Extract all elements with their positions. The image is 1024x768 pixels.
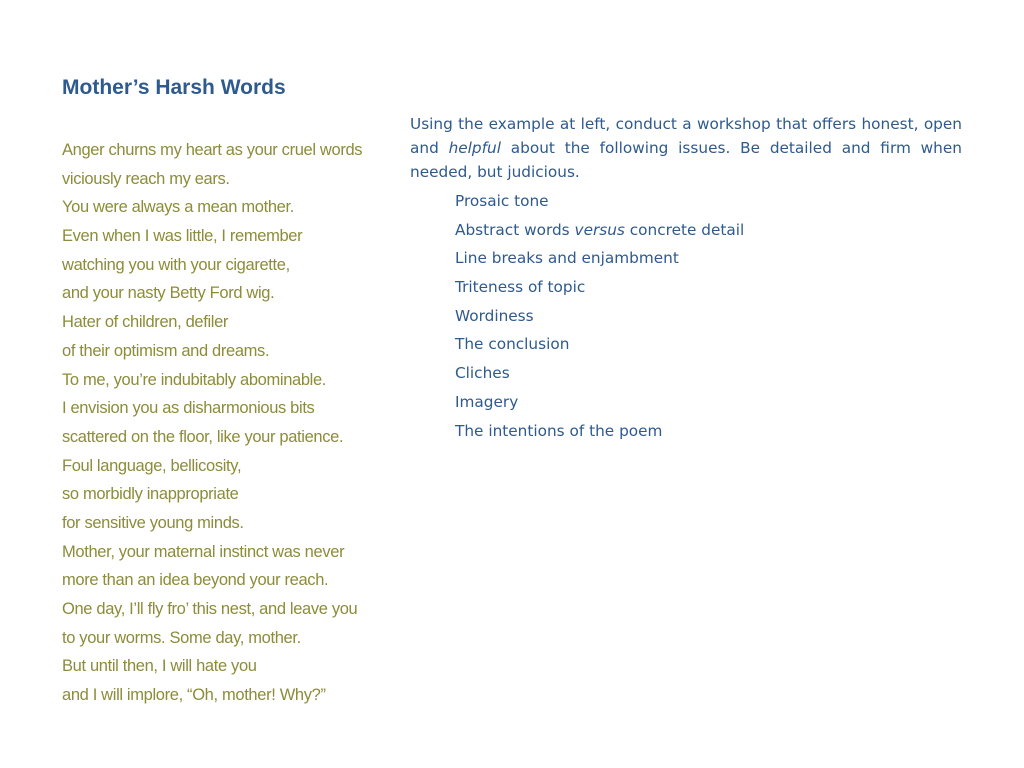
issue-text: Abstract words — [455, 220, 575, 239]
issue-item: Line breaks and enjambment — [455, 249, 679, 268]
issue-item: Wordiness — [455, 306, 534, 325]
issue-item: The conclusion — [455, 335, 570, 354]
poem-line: Hater of children, defiler — [62, 313, 229, 332]
issue-item: Cliches — [455, 364, 510, 383]
issue-emphasis: versus — [574, 220, 625, 239]
issue-item: The intentions of the poem — [455, 421, 663, 440]
issue-item: Imagery — [455, 392, 519, 411]
issue-text: concrete detail — [624, 220, 745, 239]
poem-line: watching you with your cigarette, — [62, 255, 290, 274]
poem-line: I envision you as disharmonious bits — [62, 399, 315, 418]
poem-line: for sensitive young minds. — [62, 513, 244, 532]
issue-list — [455, 187, 744, 445]
issue-item — [455, 216, 744, 245]
poem-line: of their optimism and dreams. — [62, 341, 270, 360]
instructions-emphasis: helpful — [448, 139, 501, 157]
poem-line: You were always a mean mother. — [62, 198, 294, 217]
poem-line: One day, I’ll fly fro’ this nest, and leave you — [62, 600, 358, 618]
poem-line: so morbidly inappropriate — [62, 485, 239, 504]
poem-line: and your nasty Betty Ford wig. — [62, 284, 275, 303]
poem-line: more than an idea beyond your reach. — [62, 571, 329, 590]
poem-line: and I will implore, “Oh, mother! Why?” — [62, 686, 326, 705]
instructions-text: about the following issues. Be detailed and firm when needed, but judicious. — [410, 139, 962, 181]
poem-line: Foul language, bellicosity, — [62, 456, 242, 475]
instructions-text: Using the example at left, conduct a workshop that offers honest, open and — [410, 115, 962, 157]
poem-title: Mother’s Harsh Words — [62, 76, 286, 99]
poem-line: Even when I was little, I remember — [62, 227, 303, 246]
poem-line: scattered on the floor, like your patience. — [62, 427, 344, 446]
issue-item: Triteness of topic — [455, 278, 586, 297]
poem-line: Mother, your maternal instinct was never — [62, 542, 345, 561]
poem-line: to your worms. Some day, mother. — [62, 628, 301, 647]
poem-line: Anger churns my heart as your cruel words — [62, 141, 363, 159]
poem-line: viciously reach my ears. — [62, 169, 230, 188]
issue-item: Prosaic tone — [455, 192, 549, 210]
workshop-instructions — [410, 112, 962, 184]
poem-line: To me, you’re indubitably abominable. — [62, 370, 327, 389]
poem-body — [62, 136, 397, 710]
poem-line: But until then, I will hate you — [62, 657, 257, 676]
